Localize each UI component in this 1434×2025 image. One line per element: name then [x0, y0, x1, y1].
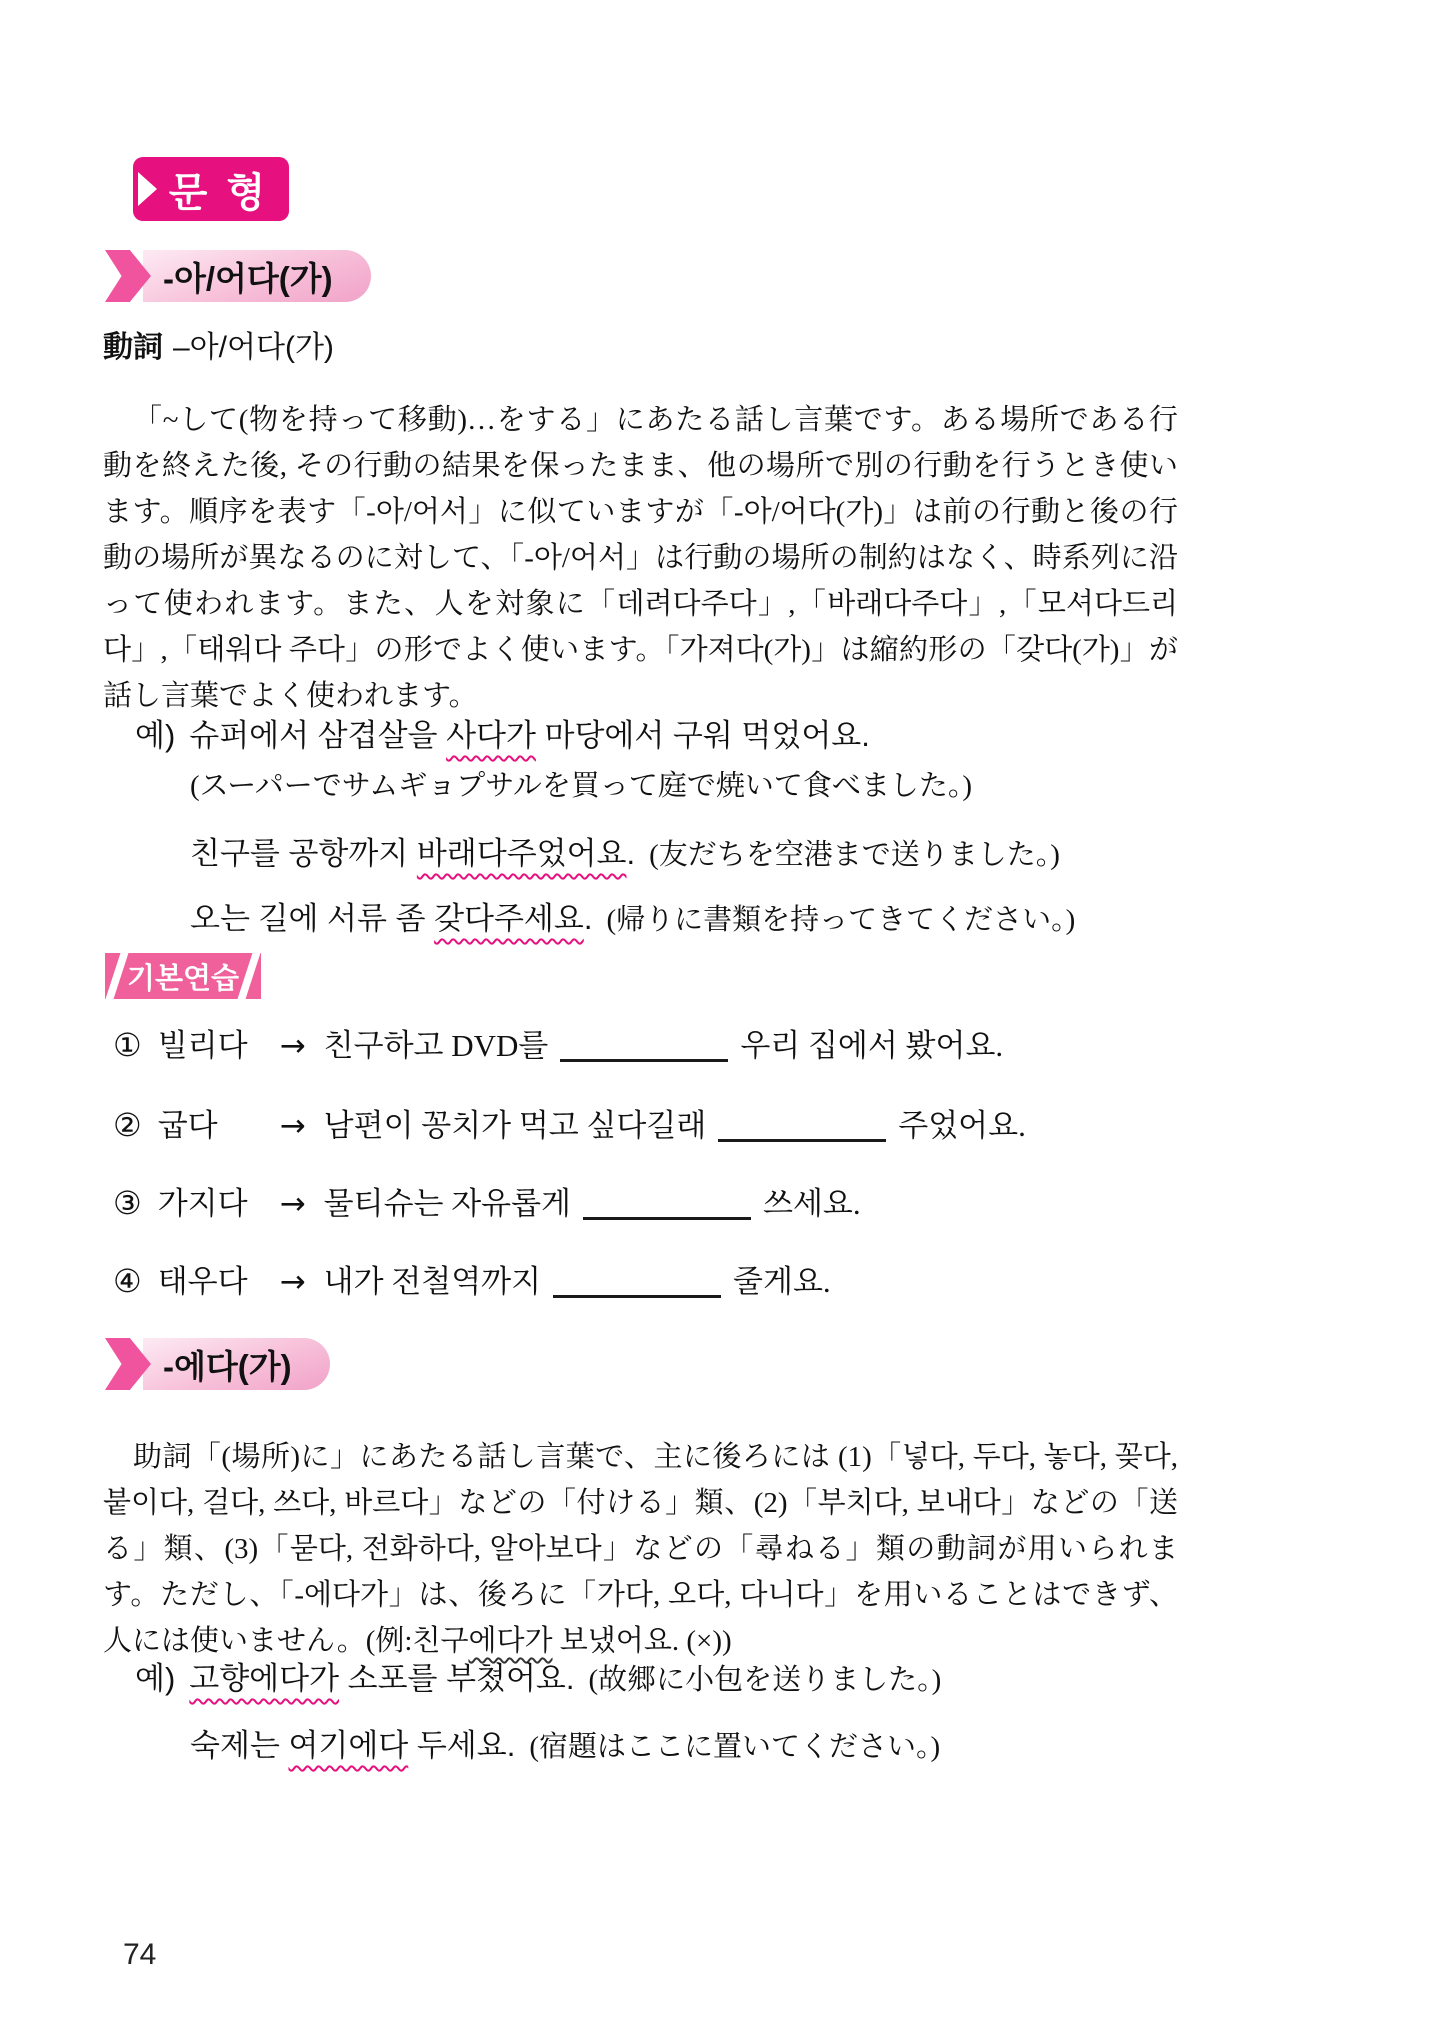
- section2-header-pill: [105, 1338, 330, 1390]
- grammar-highlight: 사다가: [446, 718, 536, 753]
- arrow-icon: →: [279, 1186, 306, 1222]
- section1-paragraph: 「~して(物を持って移動)…をする」にあたる話し言葉です。ある場所である行動を終えた後, その行動の結果を保ったまま、他の場所で別の行動を行うとき使います。順序を表す「-아/어서」に似ていますが「-아/어다(가)」は前の行動と後の行動の場所が異なるのに対して、「-아/어서」は行動の場所の制約はなく、時系列に沿って使われます。また、人を対象に「데려다주다」,「바래다주다」,「모셔다드리다」,「태워다 주다」の形でよく使います。「가져다(가)」は縮約形の「갖다(가)」が話し言葉でよく使われます。: [103, 404, 1178, 712]
- example-sentence: [190, 893, 1075, 938]
- answer-blank: [583, 1217, 751, 1220]
- grammar-highlight: 여기에다: [288, 1728, 409, 1763]
- exercise-number: ①: [113, 1027, 142, 1063]
- example-translation: (故郷に小包を送りました。): [588, 1664, 942, 1696]
- example-text: .: [583, 901, 593, 936]
- exercise-text: 우리 집에서 봤어요.: [740, 1028, 1004, 1063]
- example-sentence: [190, 1720, 940, 1765]
- example-text: 오는 길에 서류 좀: [190, 901, 435, 936]
- example-translation: (スーパーでサムギョプサルを買って庭で焼いて食べました。): [190, 770, 973, 802]
- exercise-text: 남편이 꽁치가 먹고 싶다길래: [323, 1108, 707, 1143]
- exercise-verb: 태우다: [157, 1264, 248, 1299]
- chapter-header-badge: [133, 157, 289, 221]
- example-text: 두세요.: [408, 1728, 516, 1763]
- grammar-highlight: 고향에다가: [189, 1661, 340, 1696]
- exercise-text: 친구하고 DVD를: [323, 1028, 549, 1063]
- example-sentence: [135, 1653, 941, 1698]
- grammar-highlight: 에다가: [468, 1625, 553, 1657]
- example-text: .: [626, 836, 636, 871]
- grammar-form-label: –아/어다(가): [173, 331, 334, 364]
- grammar-highlight: 바래다주었어요: [416, 836, 627, 871]
- example-text: 마당에서 구워 먹었어요.: [535, 718, 870, 753]
- answer-blank: [560, 1059, 728, 1062]
- grammar-highlight: 갖다주세요: [434, 901, 584, 936]
- exercise-row: [113, 1178, 861, 1223]
- example-text: 소포를 부쳤어요.: [339, 1661, 575, 1696]
- chapter-header-label: 문 형: [168, 170, 270, 215]
- exercise-row: [113, 1020, 1003, 1065]
- example-label: 예): [135, 1661, 176, 1696]
- exercise-number: ④: [113, 1263, 142, 1299]
- exercise-text: 내가 전철역까지: [323, 1264, 542, 1299]
- practice-section-badge: [105, 953, 261, 999]
- example-text: 슈퍼에서 삼겹살을: [189, 718, 447, 753]
- arrow-icon: →: [279, 1264, 306, 1300]
- exercise-text: 물티슈는 자유롭게: [323, 1186, 571, 1221]
- exercise-row: [113, 1100, 1026, 1145]
- example-translation: (宿題はここに置いてください。): [529, 1731, 941, 1763]
- practice-badge-label: 기본연습: [126, 962, 240, 995]
- exercise-row: [113, 1256, 831, 1301]
- exercise-verb: 빌리다: [157, 1028, 248, 1063]
- paragraph-text: 보냈어요. (×)): [552, 1625, 732, 1657]
- exercise-text: 주었어요.: [898, 1108, 1026, 1143]
- example-translation: (友だちを空港まで送りました。): [649, 839, 1060, 871]
- example-sentence: [190, 828, 1060, 873]
- arrow-right-icon: [138, 172, 157, 206]
- exercise-verb: 가지다: [157, 1186, 248, 1221]
- example-translation: (帰りに書類を持ってきてください。): [606, 904, 1076, 936]
- example-text: 숙제는: [190, 1728, 289, 1763]
- answer-blank: [553, 1295, 721, 1298]
- section1-header-label: -아/어다(가): [143, 250, 371, 302]
- exercise-text: 쓰세요.: [763, 1186, 861, 1221]
- example-text: 친구를 공항까지: [190, 836, 417, 871]
- arrow-icon: →: [279, 1108, 306, 1144]
- exercise-number: ②: [113, 1107, 142, 1143]
- exercise-verb: 굽다: [157, 1108, 218, 1143]
- section2-header-label: -에다(가): [143, 1338, 330, 1390]
- page-number: 74: [123, 1938, 157, 1971]
- paragraph-text: 助詞「(場所)に」にあたる話し言葉で、主に後ろには (1)「넣다, 두다, 놓다, 꽂다, 붙이다, 걸다, 쓰다, 바르다」などの「付ける」類、(2)「부치다, 보내다」などの「送る」類、(3)「묻다, 전화하다, 알아보다」などの「尋ねる」類の動詞が用いられます。ただし、「-에다가」は、後ろに「가다, 오다, 다니다」を用いることはできず、人には使いません。(例:친구: [103, 1441, 1178, 1657]
- example-label: 예): [135, 718, 176, 753]
- section1-subtitle: [103, 322, 334, 366]
- section1-header-pill: [105, 250, 371, 302]
- part-of-speech-label: 動詞: [103, 331, 163, 364]
- section2-paragraph: [103, 1434, 1178, 1664]
- exercise-number: ③: [113, 1185, 142, 1221]
- exercise-text: 줄게요.: [733, 1264, 831, 1299]
- example-sentence: [135, 710, 870, 755]
- answer-blank: [718, 1139, 886, 1142]
- arrow-icon: →: [279, 1028, 306, 1064]
